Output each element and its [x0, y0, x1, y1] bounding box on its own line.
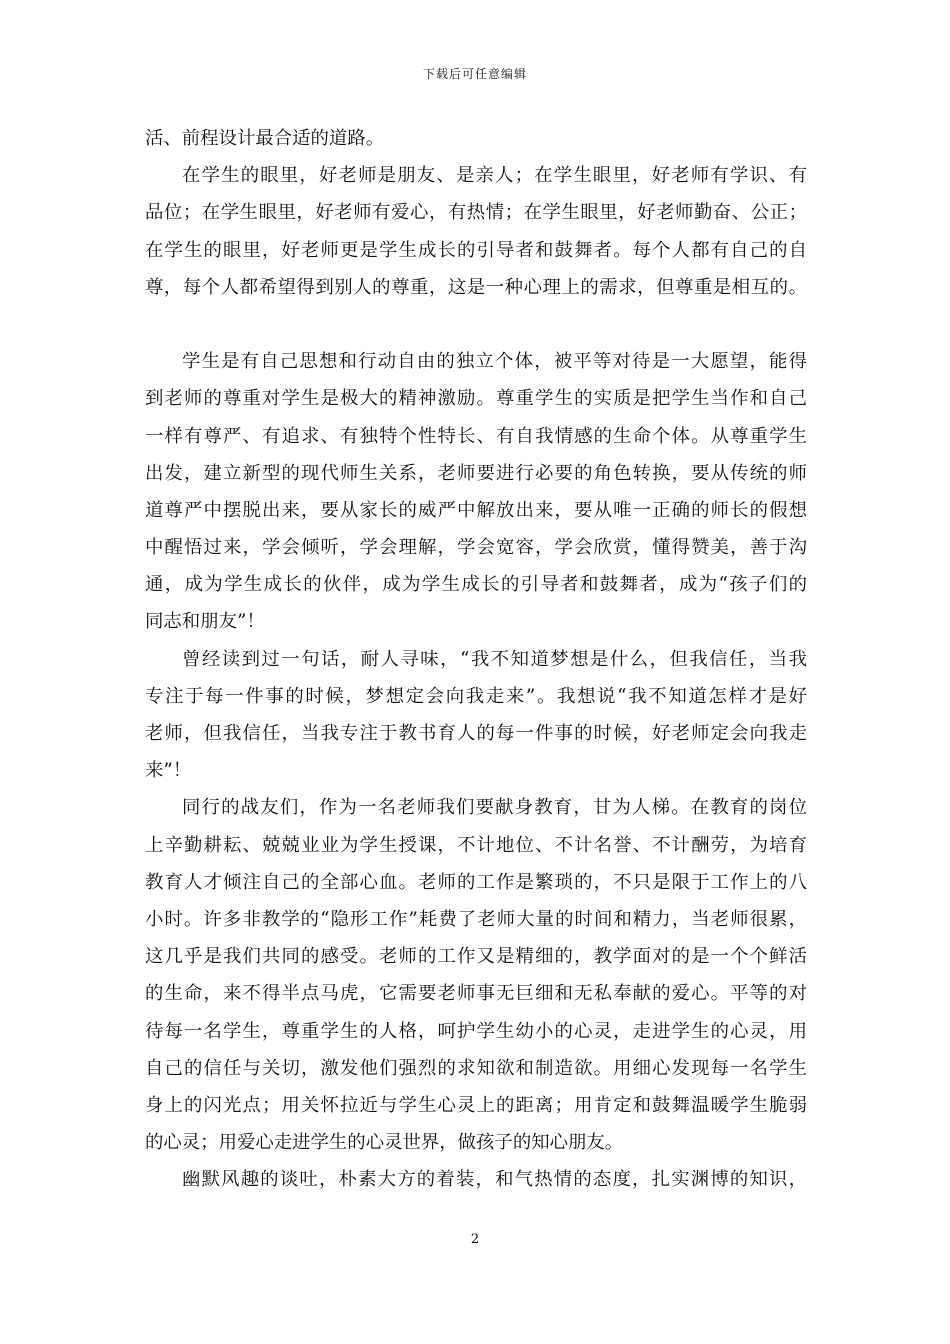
text-line: 一样有尊严、有追求、有独特个性特长、有自我情感的生命个体。从尊重学生	[145, 425, 807, 447]
text-line: 尊，每个人都希望得到别人的尊重，这是一种心理上的需求，但尊重是相互的。	[145, 276, 807, 298]
text-line: 小时。许多非教学的“隐形工作”耗费了老师大量的时间和精力，当老师很累，	[145, 908, 807, 930]
text-line: 同行的战友们，作为一名老师我们要献身教育，甘为人梯。在教育的岗位	[182, 797, 807, 819]
text-line: 在学生的眼里，好老师更是学生成长的引导者和鼓舞者。每个人都有自己的自	[145, 239, 807, 261]
text-line: 到老师的尊重对学生是极大的精神激励。尊重学生的实质是把学生当作和自己	[145, 388, 807, 410]
text-line: 在学生的眼里，好老师是朋友、是亲人；在学生眼里，好老师有学识、有	[182, 165, 807, 187]
text-line: 的生命，来不得半点马虎，它需要老师事无巨细和无私奉献的爱心。平等的对	[145, 983, 807, 1005]
text-line: 中醒悟过来，学会倾听，学会理解，学会宽容，学会欣赏，懂得赞美，善于沟	[145, 537, 807, 559]
page-header: 下载后可任意编辑	[422, 67, 527, 81]
text-line: 这几乎是我们共同的感受。老师的工作又是精细的，教学面对的是一个个鲜活	[145, 946, 807, 968]
text-line: 老师，但我信任，当我专注于教书育人的每一件事的时候，好老师定会向我走	[145, 723, 807, 744]
text-line: 自己的信任与关切，激发他们强烈的求知欲和制造欲。用细心发现每一名学生	[145, 1057, 807, 1079]
text-line: 的心灵；用爱心走进学生的心灵世界，做孩子的知心朋友。	[145, 1132, 624, 1154]
page-number: 2	[470, 1232, 480, 1247]
blank-line	[145, 306, 807, 343]
text-line: 幽默风趣的谈吐，朴素大方的着装，和气热情的态度，扎实渊博的知识，	[182, 1169, 807, 1191]
document-body	[145, 120, 807, 1198]
text-line: 出发，建立新型的现代师生关系，老师要进行必要的角色转换，要从传统的师	[145, 462, 807, 484]
text-line: 学生是有自己思想和行动自由的独立个体，被平等对待是一大愿望，能得	[182, 351, 807, 373]
text-line: 曾经读到过一句话，耐人寻味，“我不知道梦想是什么，但我信任，当我	[182, 648, 807, 670]
text-line: 来”！	[145, 760, 192, 782]
text-line: 同志和朋友”！	[145, 611, 265, 633]
text-line: 待每一名学生，尊重学生的人格，呵护学生幼小的心灵，走进学生的心灵，用	[145, 1020, 807, 1042]
text-line: 品位；在学生眼里，好老师有爱心，有热情；在学生眼里，好老师勤奋、公正；	[145, 202, 807, 224]
text-line: 活、前程设计最合适的道路。	[145, 128, 385, 149]
text-line: 通，成为学生成长的伙伴，成为学生成长的引导者和鼓舞者，成为“孩子们的	[145, 574, 807, 596]
text-line: 道尊严中摆脱出来，要从家长的威严中解放出来，要从唯一正确的师长的假想	[145, 499, 807, 521]
text-line: 上辛勤耕耘、兢兢业业为学生授课，不计地位、不计名誉、不计酬劳，为培育	[145, 834, 807, 856]
text-line: 专注于每一件事的时候，梦想定会向我走来”。我想说“我不知道怎样才是好	[145, 685, 807, 707]
text-line: 教育人才倾注自己的全部心血。老师的工作是繁琐的，不只是限于工作上的八	[145, 871, 807, 893]
text-line: 身上的闪光点；用关怀拉近与学生心灵上的距离；用肯定和鼓舞温暖学生脆弱	[145, 1094, 807, 1116]
